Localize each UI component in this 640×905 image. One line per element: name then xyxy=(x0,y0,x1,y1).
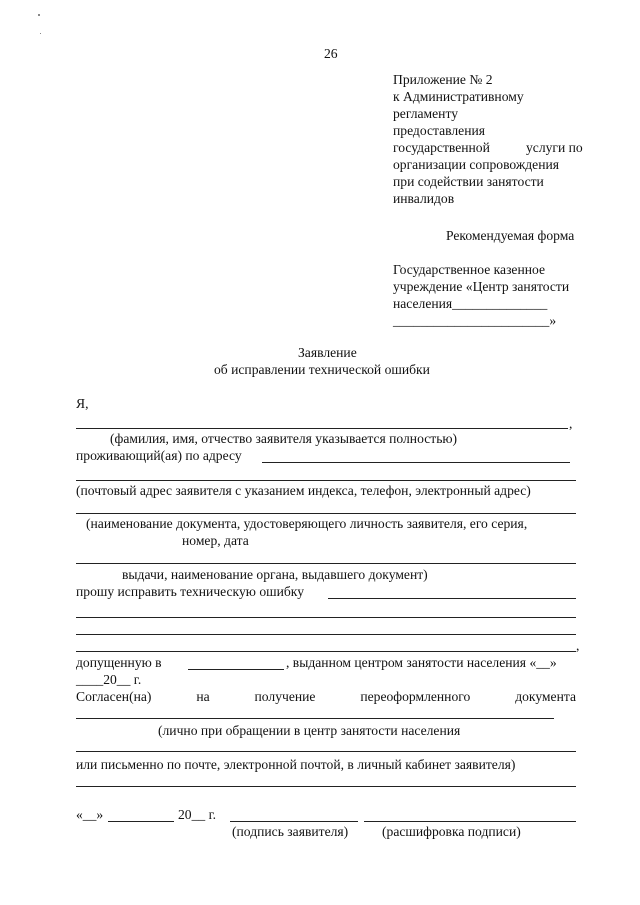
signature-hint: (подпись заявителя) xyxy=(232,824,349,839)
agree-line[interactable] xyxy=(76,718,554,719)
addressee-line1: Государственное казенное xyxy=(393,262,546,277)
agree-word: документа xyxy=(515,689,576,704)
scan-speck xyxy=(38,14,40,16)
fio-hint: (фамилия, имя, отчество заявителя указывается полностью) xyxy=(110,431,458,446)
request-label: прошу исправить техническую ошибку xyxy=(76,584,304,599)
document-line[interactable] xyxy=(76,513,576,514)
appendix-line8: инвалидов xyxy=(393,191,455,206)
address-hint: (почтовый адрес заявителя с указанием индекса, телефон, электронный адрес) xyxy=(76,483,531,498)
agree-word: Согласен(на) xyxy=(76,689,152,704)
issue-hint: выдачи, наименование органа, выдавшего документ) xyxy=(122,567,428,582)
document-hint-line1: (наименование документа, удостоверяющего личность заявителя, его серия, xyxy=(86,516,528,531)
appendix-line5b: услуги по xyxy=(526,140,583,155)
appendix-line6: организации сопровождения xyxy=(393,157,560,172)
document-subtitle: об исправлении технической ошибки xyxy=(214,362,430,377)
appendix-line5a: государственной xyxy=(393,140,490,155)
form-ya: Я, xyxy=(76,396,89,411)
fio-line[interactable] xyxy=(76,428,568,429)
addressee-line4: _______________________» xyxy=(393,313,557,328)
agree-word: переоформленного xyxy=(360,689,471,704)
error-line-2[interactable] xyxy=(76,634,576,635)
appendix-line4: предоставления xyxy=(393,123,486,138)
decode-line[interactable] xyxy=(364,821,576,822)
document-title: Заявление xyxy=(298,345,357,360)
mail-line[interactable] xyxy=(76,786,576,787)
appendix-line2: к Административному xyxy=(393,89,524,104)
personal-hint: (лично при обращении в центр занятости населения xyxy=(158,723,461,738)
address-line[interactable] xyxy=(262,462,570,463)
admitted-label: допущенную в xyxy=(76,655,162,670)
agree-word: получение xyxy=(254,689,316,704)
decode-hint: (расшифровка подписи) xyxy=(382,824,521,839)
document-hint-line2: номер, дата xyxy=(182,533,249,548)
signature-line[interactable] xyxy=(230,821,358,822)
appendix-line1: Приложение № 2 xyxy=(393,72,493,87)
issue-line[interactable] xyxy=(76,563,576,564)
issued-by-text: , выданном центром занятости населения «__» xyxy=(286,655,557,670)
scan-speck xyxy=(40,33,41,34)
address-label: проживающий(ая) по адресу xyxy=(76,448,242,463)
agree-word: на xyxy=(196,689,210,704)
admitted-line[interactable] xyxy=(188,669,284,670)
error-line-1[interactable] xyxy=(76,617,576,618)
year-line: ____20__ г. xyxy=(76,672,142,687)
addressee-line2: учреждение «Центр занятости xyxy=(393,279,570,294)
appendix-line3: регламенту xyxy=(393,106,459,121)
recommended-form-label: Рекомендуемая форма xyxy=(446,228,575,243)
mail-hint: или письменно по почте, электронной почтой, в личный кабинет заявителя) xyxy=(76,757,516,772)
date-year: 20__ г. xyxy=(178,807,217,822)
error-comma: , xyxy=(576,638,580,653)
page-number: 26 xyxy=(324,46,338,61)
date-month-line[interactable] xyxy=(108,821,174,822)
personal-line[interactable] xyxy=(76,751,576,752)
agree-row xyxy=(76,689,576,705)
appendix-line7: при содействии занятости xyxy=(393,174,544,189)
date-prefix: «__» xyxy=(76,807,104,822)
fio-comma: , xyxy=(569,416,573,431)
address-line-2[interactable] xyxy=(76,480,576,481)
error-line-3[interactable] xyxy=(76,651,576,652)
addressee-line3: населения______________ xyxy=(393,296,548,311)
request-line[interactable] xyxy=(328,598,576,599)
